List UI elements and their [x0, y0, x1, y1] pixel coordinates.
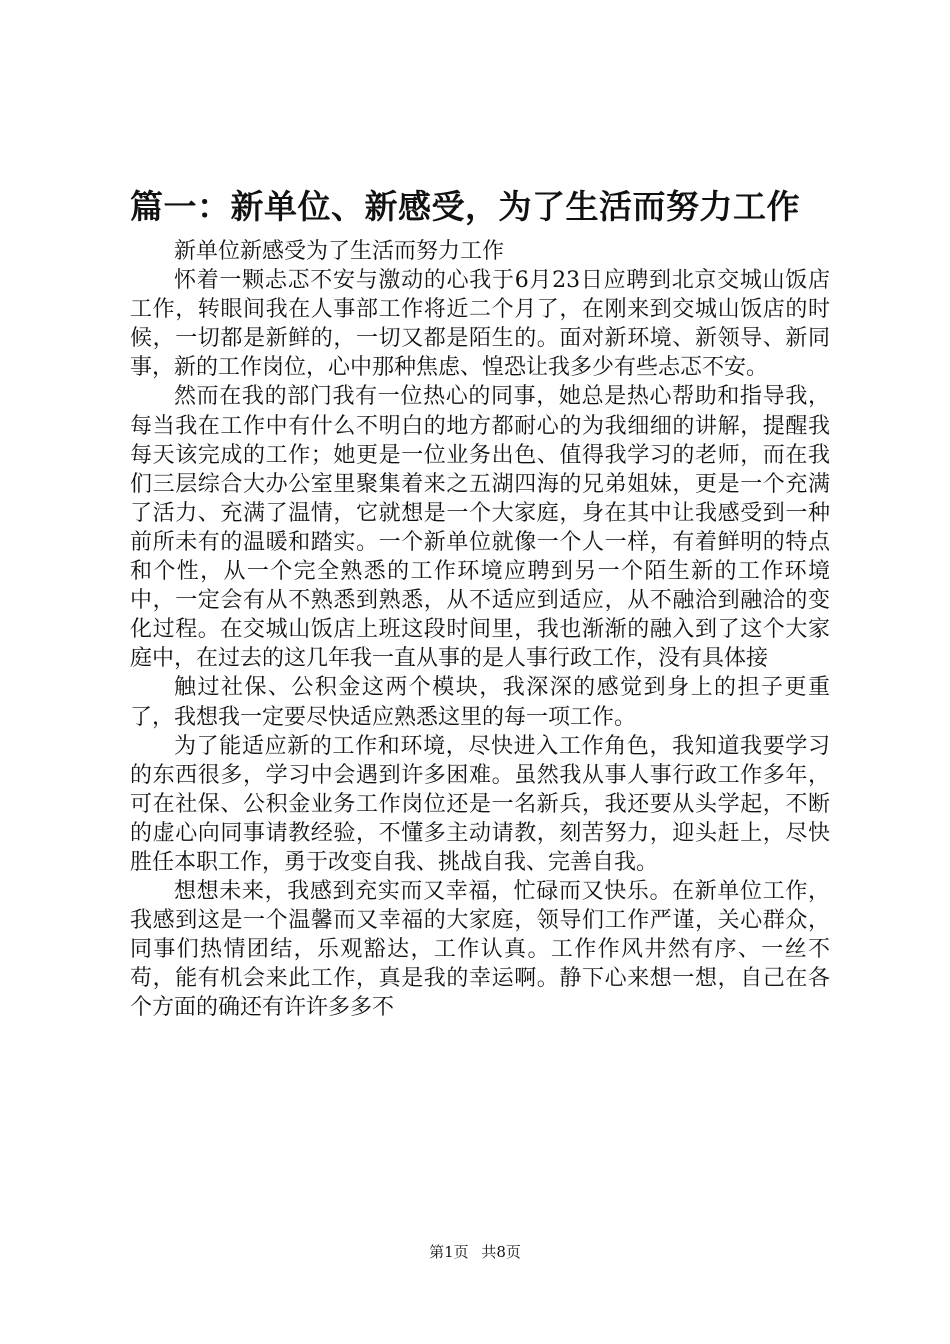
document-body	[130, 237, 830, 1023]
page-number: 第1页	[429, 1243, 469, 1261]
page-footer	[0, 1242, 950, 1262]
document-title: 篇一：新单位、新感受，为了生活而努力工作	[130, 187, 800, 226]
paragraph-subtitle: 新单位新感受为了生活而努力工作	[174, 239, 505, 264]
paragraph: 为了能适应新的工作和环境，尽快进入工作角色，我知道我要学习的东西很多，学习中会遇到许多困难。虽然我从事人事行政工作多年，可在社保、公积金业务工作岗位还是一名新兵，我还要从头学起，不断的虚心向同事请教经验，不懂多主动请教，刻苦努力，迎头赶上，尽快胜任本职工作，勇于改变自我、挑战自我、完善自我。	[130, 733, 830, 875]
paragraph: 想想未来，我感到充实而又幸福，忙碌而又快乐。在新单位工作，我感到这是一个温馨而又幸福的大家庭，领导们工作严谨，关心群众，同事们热情团结，乐观豁达，工作认真。工作作风井然有序、一丝不苟，能有机会来此工作，真是我的幸运啊。静下心来想一想，自己在各个方面的确还有许许多多不	[130, 879, 830, 1021]
paragraph: 然而在我的部门我有一位热心的同事，她总是热心帮助和指导我，每当我在工作中有什么不明白的地方都耐心的为我细细的讲解，提醒我每天该完成的工作；她更是一位业务出色、值得我学习的老师，而在我们三层综合大办公室里聚集着来之五湖四海的兄弟姐妹，更是一个充满了活力、充满了温情，它就想是一个大家庭，身在其中让我感受到一种前所未有的温暖和踏实。一个新单位就像一个人一样，有着鲜明的特点和个性，从一个完全熟悉的工作环境应聘到另一个陌生新的工作环境中，一定会有从不熟悉到熟悉，从不适应到适应，从不融洽到融洽的变化过程。在交城山饭店上班这段时间里，我也渐渐的融入到了这个大家庭中，在过去的这几年我一直从事的是人事行政工作，没有具体接	[130, 384, 830, 672]
paragraph: 怀着一颗忐忑不安与激动的心我于6月23日应聘到北京交城山饭店工作，转眼间我在人事部工作将近二个月了，在刚来到交城山饭店的时候，一切都是新鲜的，一切又都是陌生的。面对新环境、新领导、新同事，新的工作岗位，心中那种焦虑、惶恐让我多少有些忐忑不安。	[130, 268, 830, 381]
paragraph: 触过社保、公积金这两个模块，我深深的感觉到身上的担子更重了，我想我一定要尽快适应熟悉这里的每一项工作。	[130, 675, 830, 730]
page-total: 共8页	[481, 1243, 521, 1261]
